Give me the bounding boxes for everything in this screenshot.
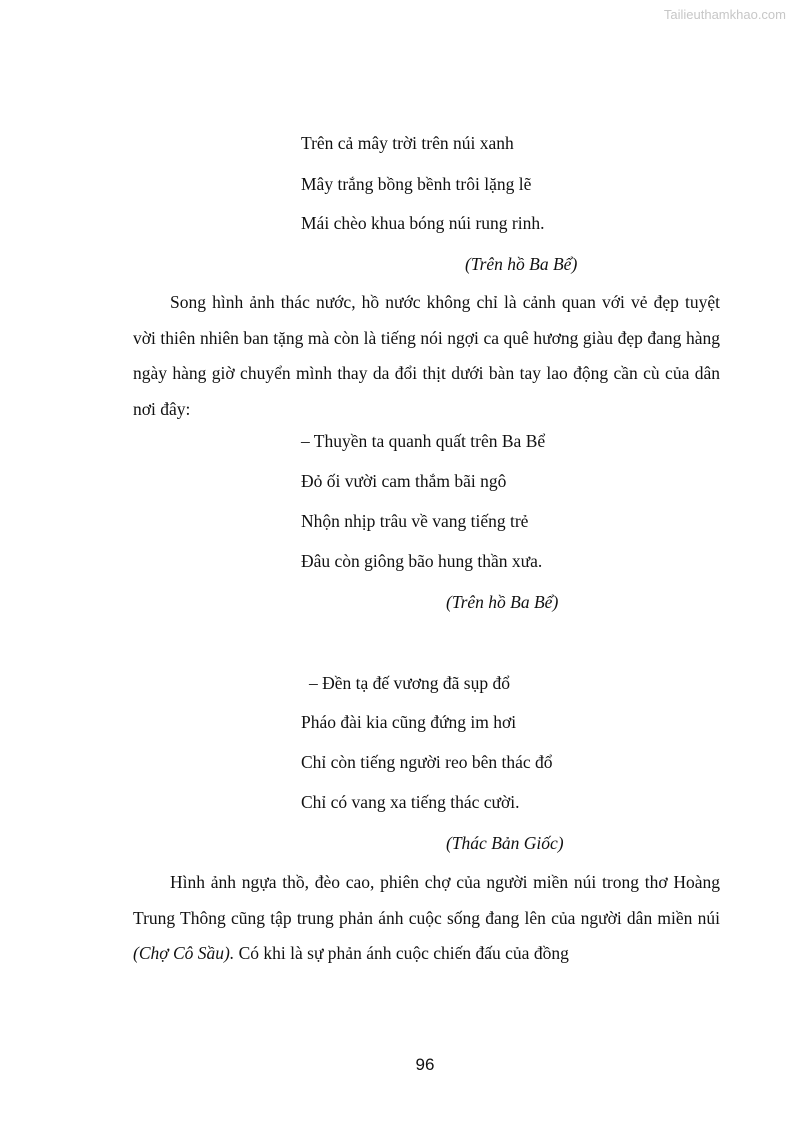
poem2-citation: (Trên hồ Ba Bể)	[446, 592, 559, 612]
paragraph-2	[133, 865, 720, 972]
poem2-line-1: – Thuyền ta quanh quất trên Ba Bể	[301, 431, 546, 451]
paragraph-2-text-after: Có khi là sự phản ánh cuộc chiến đấu của đồng	[234, 943, 569, 963]
poem1-citation: (Trên hồ Ba Bể)	[465, 254, 578, 274]
watermark: Tailieuthamkhao.com	[663, 7, 786, 22]
paragraph-1: Song hình ảnh thác nước, hồ nước không chỉ là cảnh quan với vẻ đẹp tuyệt vời thiên nhiên ban tặng mà còn là tiếng nói ngợi ca quê hương giàu đẹp đang hàng ngày hàng giờ chuyển mình thay da đổi thịt dưới bàn tay lao động cần cù của dân nơi đây:	[133, 292, 720, 419]
poem3-line-3: Chỉ còn tiếng người reo bên thác đổ	[301, 752, 553, 772]
poem2-line-4: Đâu còn giông bão hung thần xưa.	[301, 551, 543, 571]
poem2-line-3: Nhộn nhịp trâu về vang tiếng trẻ	[301, 511, 529, 531]
poem3-citation: (Thác Bản Giốc)	[446, 833, 564, 853]
poem1-line-3: Mái chèo khua bóng núi rung rinh.	[301, 213, 545, 233]
poem1-line-1: Trên cả mây trời trên núi xanh	[301, 133, 514, 153]
poem1-line-2: Mây trắng bồng bềnh trôi lặng lẽ	[301, 174, 532, 194]
poem3-line-4: Chỉ có vang xa tiếng thác cười.	[301, 792, 520, 812]
poem2-line-2: Đỏ ối vười cam thắm bãi ngô	[301, 471, 507, 491]
poem3-line-1: – Đền tạ đế vương đã sụp đổ	[309, 673, 510, 693]
paragraph-2-text-before: Hình ảnh ngựa thồ, đèo cao, phiên chợ của người miền núi trong thơ Hoàng Trung Thông cũng tập trung phản ánh cuộc sống đang lên của người dân miền núi	[133, 872, 720, 928]
poem3-line-2: Pháo đài kia cũng đứng im hơi	[301, 712, 517, 732]
page-number: 96	[415, 1055, 435, 1074]
paragraph-2-reference: (Chợ Cô Sầu).	[133, 943, 235, 963]
